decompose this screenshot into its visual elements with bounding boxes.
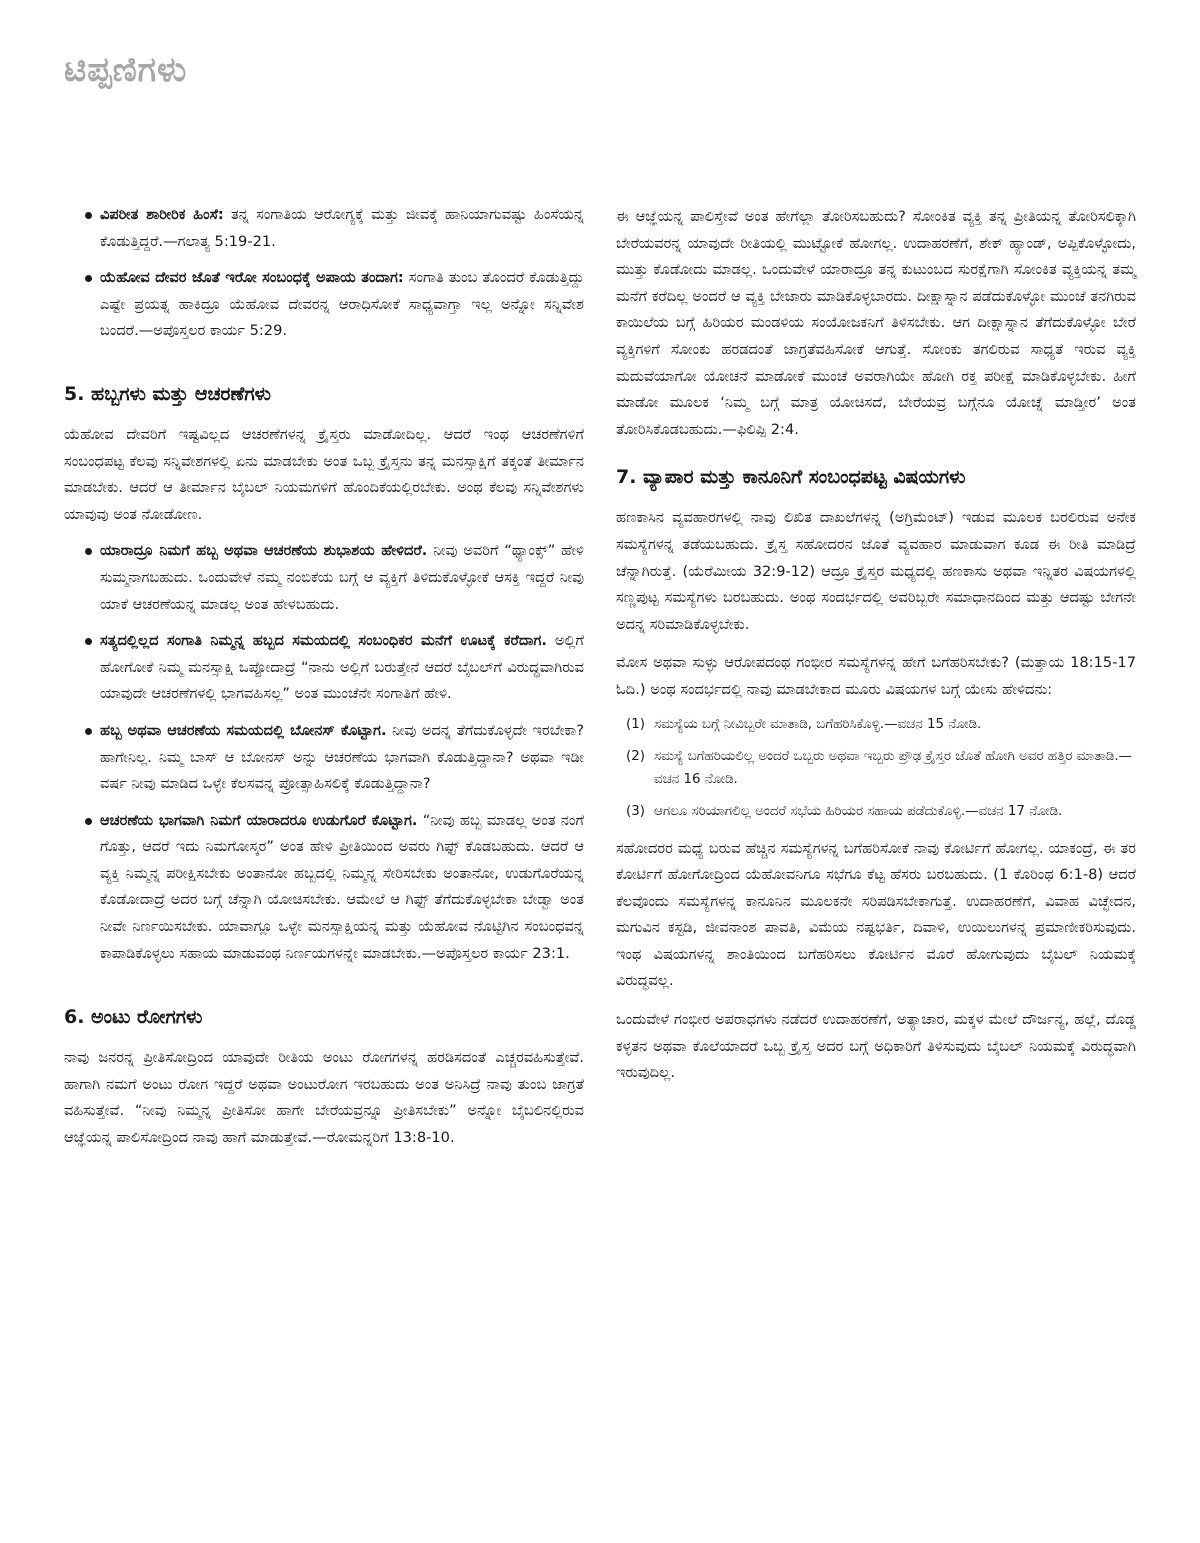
step-text: ಆಗಲೂ ಸರಿಯಾಗಲಿಲ್ಲ ಅಂದರೆ ಸಭೆಯ ಹಿರಿಯರ ಸಹಾಯ ಪಡೆದುಕೊಳ್ಳಿ.—ವಚನ 17 ನೋಡಿ. bbox=[654, 804, 1063, 819]
step-item bbox=[616, 801, 1136, 824]
step-text: ಸಮಸ್ಯೆಯ ಬಗ್ಗೆ ನೀವಿಬ್ಬರೇ ಮಾತಾಡಿ, ಬಗೆಹರಿಸಿಕೊಳ್ಳಿ.—ವಚನ 15 ನೋಡಿ. bbox=[654, 716, 982, 732]
contagious-disease-paragraph: ಈ ಆಜ್ಞೆಯನ್ನ ಪಾಲಿಸ್ತೇವೆ ಅಂತ ಹೇಗೆಲ್ಲಾ ತೋರಿಸಬಹುದು? ಸೋಂಕಿತ ವ್ಯಕ್ತಿ ತನ್ನ ಪ್ರೀತಿಯನ್ನ ತೋರಿಸಲಿಕ್ಕಾಗಿ ಬೇರೆಯವರನ್ನ ಯಾವುದೇ ರೀತಿಯಲ್ಲಿ ಮುಟ್ಟೋಕೆ ಹೋಗಲ್ಲ. ಉದಾಹರಣೆಗೆ, ಶೇಕ್‌ ಹ್ಯಾಂಡ್‌, ಅಪ್ಪಿಕೊಳ್ಳೋದು, ಮುತ್ತು ಕೊಡೋದು ಮಾಡಲ್ಲ. ಒಂದುವೇಳೆ ಯಾರಾದ್ರೂ ತನ್ನ ಕುಟುಂಬದ ಸುರಕ್ಷೆಗಾಗಿ ಸೋಂಕಿತ ವ್ಯಕ್ತಿಯನ್ನ ತಮ್ಮ ಮನೆಗೆ ಕರೆದಿಲ್ಲ ಅಂದರೆ ಆ ವ್ಯಕ್ತಿ ಬೇಜಾರು ಮಾಡಿಕೊಳ್ಳಬಾರದು. ದೀಕ್ಷಾಸ್ನಾನ ಪಡೆದುಕೊಳ್ಳೋ ಮುಂಚೆ ತನಗಿರುವ ಕಾಯಿಲೆಯ ಬಗ್ಗೆ ಹಿರಿಯರ ಮಂಡಳಿಯ ಸಂಯೋಜಕನಿಗೆ ತಿಳಿಸಬೇಕು. ಆಗ ದೀಕ್ಷಾಸ್ನಾನ ತೆಗೆದುಕೊಳ್ಳೋ ಬೇರೆ ವ್ಯಕ್ತಿಗಳಿಗೆ ಸೋಂಕು ಹರಡದಂತೆ ಜಾಗ್ರತೆವಹಿಸೋಕೆ ಆಗುತ್ತೆ. ಸೋಂಕು ತಗಲಿರುವ ಸಾಧ್ಯತೆ ಇರುವ ವ್ಯಕ್ತಿ ಮದುವೆಯಾಗೋ ಯೋಚನೆ ಮಾಡೋಕೆ ಮುಂಚೆ ಅವರಾಗಿಯೇ ಹೋಗಿ ರಕ್ತ ಪರೀಕ್ಷೆ ಮಾಡಿಕೊಳ್ಳಬೇಕು. ಹೀಗೆ ಮಾಡೋ ಮೂಲಕ ‘ನಿಮ್ಮ ಬಗ್ಗೆ ಮಾತ್ರ ಯೋಚಿಸದೆ, ಬೇರೆಯವ್ರ ಬಗ್ಗೆನೂ ಯೋಚ್ನೆ ಮಾಡ್ತೀರ’ ಅಂತ ತೋರಿಸಿಕೊಡಬಹುದು.—ಫಿಲಿಪ್ಪಿ 2:4. bbox=[616, 208, 1136, 438]
bullet-lead: ವಿಪರೀತ ಶಾರೀರಿಕ ಹಿಂಸೆ: bbox=[100, 206, 224, 223]
section-7-paragraph-3: ಸಹೋದರರ ಮಧ್ಯೆ ಬರುವ ಹೆಚ್ಚಿನ ಸಮಸ್ಯೆಗಳನ್ನ ಬಗೆಹರಿಸೋಕೆ ನಾವು ಕೋರ್ಟಿಗೆ ಹೋಗಲ್ಲ. ಯಾಕಂದ್ರೆ, ಈ ತರ ಕೋರ್ಟಿಗೆ ಹೋಗೋದ್ರಿಂದ ಯೆಹೋವನಿಗೂ ಸಭೆಗೂ ಕೆಟ್ಟ ಹೆಸರು ಬರಬಹುದು. (1 ಕೊರಿಂಥ 6:1-8) ಆದರೆ ಕೆಲವೊಂದು ಸಮಸ್ಯೆಗಳನ್ನ ಕಾನೂನಿನ ಮೂಲಕನೇ ಸರಿಪಡಿಸಬೇಕಾಗುತ್ತೆ. ಉದಾಹರಣೆಗೆ, ವಿವಾಹ ವಿಚ್ಛೇದನ, ಮಗುವಿನ ಕಸ್ಟಡಿ, ಜೀವನಾಂಶ ಪಾವತಿ, ವಿಮೆಯ ನಷ್ಟಭರ್ತಿ, ದಿವಾಳಿ, ಉಯಿಲುಗಳನ್ನ ಪ್ರಮಾಣೀಕರಿಸುವುದು. ಇಂಥ ವಿಷಯಗಳನ್ನ ಶಾಂತಿಯಿಂದ ಬಗೆಹರಿಸಲು ಕೋರ್ಟಿನ ಮೊರೆ ಹೋಗುವುದು ಬೈಬಲ್‌ ನಿಯಮಕ್ಕೆ ವಿರುದ್ಧವಲ್ಲ. bbox=[616, 839, 1136, 990]
bullet-item bbox=[64, 202, 584, 255]
bullet-lead: ಯಾರಾದ್ರೂ ನಿಮಗೆ ಹಬ್ಬ ಅಥವಾ ಆಚರಣೆಯ ಶುಭಾಶಯ ಹೇಳಿದರೆ. bbox=[100, 542, 428, 560]
bullet-lead: ಯೆಹೋವ ದೇವರ ಜೊತೆ ಇರೋ ಸಂಬಂಧಕ್ಕೆ ಅಪಾಯ ತಂದಾಗ: bbox=[100, 269, 404, 287]
step-item bbox=[616, 714, 1136, 737]
bullet-lead: ಸತ್ಯದಲ್ಲಿಲ್ಲದ ಸಂಗಾತಿ ನಿಮ್ಮನ್ನ ಹಬ್ಬದ ಸಮಯದಲ್ಲಿ ಸಂಬಂಧಿಕರ ಮನೆಗೆ ಊಟಕ್ಕೆ ಕರೆದಾಗ. bbox=[100, 632, 547, 650]
bullet-lead: ಆಚರಣೆಯ ಭಾಗವಾಗಿ ನಿಮಗೆ ಯಾರಾದರೂ ಉಡುಗೊರೆ ಕೊಟ್ಟಾಗ. bbox=[100, 811, 418, 829]
bullet-lead: ಹಬ್ಬ ಅಥವಾ ಆಚರಣೆಯ ಸಮಯದಲ್ಲಿ ಬೋನಸ್‌ ಕೊಟ್ಟಾಗ. bbox=[100, 721, 387, 739]
bullet-item bbox=[64, 628, 584, 708]
section-7-paragraph-4: ಒಂದುವೇಳೆ ಗಂಭೀರ ಅಪರಾಧಗಳು ನಡೆದರೆ ಉದಾಹರಣೆಗೆ, ಅತ್ಯಾಚಾರ, ಮಕ್ಕಳ ಮೇಲೆ ದೌರ್ಜನ್ಯ, ಹಲ್ಲೆ, ದೊಡ್ಡ ಕಳ್ಳತನ ಅಥವಾ ಕೊಲೆಯಾದರೆ ಒಬ್ಬ ಕ್ರೈಸ್ತ ಅದರ ಬಗ್ಗೆ ಅಧಿಕಾರಿಗೆ ತಿಳಿಸುವುದು ಬೈಬಲ್‌ ನಿಯಮಕ್ಕೆ ವಿರುದ್ಧವಾಗಿ ಇರುವುದಿಲ್ಲ. bbox=[616, 1011, 1136, 1082]
section-5-intro: ಯೆಹೋವ ದೇವರಿಗೆ ಇಷ್ಟವಿಲ್ಲದ ಆಚರಣೆಗಳನ್ನ ಕ್ರೈಸ್ತರು ಮಾಡೋದಿಲ್ಲ. ಆದರೆ ಇಂಥ ಆಚರಣೆಗಳಿಗೆ ಸಂಬಂಧಪಟ್ಟ ಕೆಲವು ಸನ್ನಿವೇಶಗಳಲ್ಲಿ ಏನು ಮಾಡಬೇಕು ಅಂತ ಒಬ್ಬ ಕ್ರೈಸ್ತನು ತನ್ನ ಮನಸ್ಸಾಕ್ಷಿಗೆ ತಕ್ಕಂತೆ ತೀರ್ಮಾನ ಮಾಡಬೇಕು. ಆದರೆ ಆ ತೀರ್ಮಾನ ಬೈಬಲ್‌ ನಿಯಮಗಳಿಗೆ ಹೊಂದಿಕೆಯಲ್ಲಿರಬೇಕು. ಅಂಥ ಕೆಲವು ಸನ್ನಿವೇಶಗಳು ಯಾವುವು ಅಂತ ನೋಡೋಣ. bbox=[64, 425, 584, 523]
step-number: (3) bbox=[626, 804, 645, 819]
section-7-paragraph-1: ಹಣಕಾಸಿನ ವ್ಯವಹಾರಗಳಲ್ಲಿ ನಾವು ಲಿಖಿತ ದಾಖಲೆಗಳನ್ನ (ಅಗ್ರಿಮೆಂಟ್‌) ಇಡುವ ಮೂಲಕ ಬರಲಿರುವ ಅನೇಕ ಸಮಸ್ಯೆಗಳನ್ನ ತಡೆಯಬಹುದು. ಕ್ರೈಸ್ತ ಸಹೋದರನ ಜೊತೆ ವ್ಯವಹಾರ ಮಾಡುವಾಗ ಕೂಡ ಈ ರೀತಿ ಮಾಡಿದ್ರೆ ಚೆನ್ನಾಗಿರುತ್ತೆ. (ಯೆರೆಮೀಯ 32:9-12) ಆದ್ರೂ ಕ್ರೈಸ್ತರ ಮಧ್ಯದಲ್ಲಿ ಹಣಕಾಸು ಅಥವಾ ಇನ್ನಿತರ ವಿಷಯಗಳಲ್ಲಿ ಸಣ್ಣಪುಟ್ಟ ಸಮಸ್ಯೆಗಳು ಬರಬಹುದು. ಅಂಥ ಸಂದರ್ಭದಲ್ಲಿ ಅವರಿಬ್ಬರೇ ಸಮಾಧಾನದಿಂದ ಮತ್ತು ಆದಷ್ಟು ಬೇಗನೇ ಅದನ್ನ ಸರಿಮಾಡಿಕೊಳ್ಳಬೇಕು. bbox=[616, 509, 1136, 633]
bullet-text: “ನೀವು ಹಬ್ಬ ಮಾಡಲ್ಲ ಅಂತ ನಂಗೆ ಗೊತ್ತು, ಆದರೆ ಇದು ನಿಮಗೋಸ್ಕರ” ಅಂತ ಹೇಳಿ ಪ್ರೀತಿಯಿಂದ ಅವರು ಗಿಫ್ಟ್‌ ಕೊಡಬಹುದು. ಆದರೆ ಆ ವ್ಯಕ್ತಿ ನಿಮ್ಮನ್ನ ಪರೀಕ್ಷಿಸಬೇಕು ಅಂತಾನೋ ಹಬ್ಬದಲ್ಲಿ ನಿಮ್ಮನ್ನ ಸೇರಿಸಬೇಕು ಅಂತಾನೋ, ಉಡುಗೊರೆಯನ್ನ ಕೊಡೋದಾದ್ರೆ ಅದರ ಬಗ್ಗೆ ಚೆನ್ನಾಗಿ ಯೋಚಿಸಬೇಕು. ಆಮೇಲೆ ಆ ಗಿಫ್ಟ್‌ ತೆಗೆದುಕೊಳ್ಳಬೇಕಾ ಬೇಡ್ವಾ ಅಂತ ನೀವೇ ನಿರ್ಣಯಿಸಬೇಕು. ಯಾವಾಗ್ಲೂ ಒಳ್ಳೇ ಮನಸ್ಸಾಕ್ಷಿಯನ್ನ ಮತ್ತು ಯೆಹೋವ ನೊಟ್ಟಿಗಿನ ಸಂಬಂಧವನ್ನ ಕಾಪಾಡಿಕೊಳ್ಳಲು ಸಹಾಯ ಮಾಡುವಂಥ ನಿರ್ಣಯಗಳನ್ನೇ ಮಾಡಬೇಕು.—ಅಪೊಸ್ತಲರ ಕಾರ್ಯ 23:1. bbox=[100, 811, 584, 962]
bullet-text: ಅಲ್ಲಿಗೆ ಹೋಗೋಕೆ ನಿಮ್ಮ ಮನಸ್ಸಾಕ್ಷಿ ಒಪ್ಪೋದಾದ್ರೆ “ನಾನು ಅಲ್ಲಿಗೆ ಬರುತ್ತೇನೆ ಆದರೆ ಬೈಬಲ್‌ಗೆ ವಿರುದ್ಧವಾಗಿರುವ ಯಾವುದೇ ಆಚರಣೆಗಳಲ್ಲಿ ಭಾಗವಹಿಸಲ್ಲ” ಅಂತ ಮುಂಚೆನೇ ಸಂಗಾತಿಗೆ ಹೇಳಿ. bbox=[100, 632, 584, 703]
bullet-item bbox=[64, 718, 584, 798]
step-text: ಸಮಸ್ಯೆ ಬಗೆಹರಿಯಲಿಲ್ಲ ಅಂದರೆ ಒಬ್ಬರು ಅಥವಾ ಇಬ್ಬರು ಪ್ರೌಢ ಕ್ರೈಸ್ತರ ಜೊತೆ ಹೋಗಿ ಅವರ ಹತ್ತಿರ ಮಾತಾಡಿ.—ವಚನ 16 ನೋಡಿ. bbox=[654, 749, 1133, 787]
section-5-bullet-list bbox=[64, 538, 584, 967]
top-bullet-list bbox=[64, 202, 584, 345]
section-7-paragraph-2: ಮೋಸ ಅಥವಾ ಸುಳ್ಳು ಆರೋಪದಂಥ ಗಂಭೀರ ಸಮಸ್ಯೆಗಳನ್ನ ಹೇಗೆ ಬಗೆಹರಿಸಬೇಕು? (ಮತ್ತಾಯ 18:15-17 ಓದಿ.) ಅಂಥ ಸಂದರ್ಭದಲ್ಲಿ ನಾವು ಮಾಡಬೇಕಾದ ಮೂರು ವಿಷಯಗಳ ಬಗ್ಗೆ ಯೇಸು ಹೇಳಿದನು: bbox=[616, 654, 1136, 698]
section-7-heading: 7. ವ್ಯಾಪಾರ ಮತ್ತು ಕಾನೂನಿಗೆ ಸಂಬಂಧಪಟ್ಟ ವಿಷಯಗಳು bbox=[616, 466, 966, 489]
bullet-item bbox=[64, 538, 584, 618]
section-5-heading: 5. ಹಬ್ಬಗಳು ಮತ್ತು ಆಚರಣೆಗಳು bbox=[64, 382, 271, 405]
bullet-text: ನೀವು ಅವರಿಗೆ “ಥ್ಯಾಂಕ್ಸ್‌” ಹೇಳಿ ಸುಮ್ಮನಾಗಬಹುದು. ಒಂದುವೇಳೆ ನಮ್ಮ ನಂಬಿಕೆಯ ಬಗ್ಗೆ ಆ ವ್ಯಕ್ತಿಗೆ ತಿಳಿದುಕೊಳ್ಳೋಕೆ ಆಸಕ್ತಿ ಇದ್ದರೆ ನೀವು ಯಾಕೆ ಆಚರಣೆಯನ್ನ ಮಾಡಲ್ಲ ಅಂತ ಹೇಳಬಹುದು. bbox=[100, 542, 584, 613]
steps-list bbox=[616, 714, 1136, 824]
bullet-text: ನೀವು ಅದನ್ನ ತೆಗೆದುಕೊಳ್ಳದೇ ಇರಬೇಕಾ? ಹಾಗೇನಿಲ್ಲ. ನಿಮ್ಮ ಬಾಸ್‌ ಆ ಬೋನಸ್‌ ಅನ್ನು ಆಚರಣೆಯ ಭಾಗವಾಗಿ ಕೊಡುತ್ತಿದ್ದಾನಾ? ಅಥವಾ ಇಡೀ ವರ್ಷ ನೀವು ಮಾಡಿದ ಒಳ್ಳೇ ಕೆಲಸವನ್ನ ಪ್ರೋತ್ಸಾಹಿಸಲಿಕ್ಕೆ ಕೊಡುತ್ತಿದ್ದಾನಾ? bbox=[100, 721, 584, 793]
bullet-item bbox=[64, 265, 584, 345]
right-column bbox=[616, 204, 1136, 1087]
section-6-heading: 6. ಅಂಟು ರೋಗಗಳು bbox=[64, 1006, 203, 1029]
bullet-text: ತನ್ನ ಸಂಗಾತಿಯ ಆರೋಗ್ಯಕ್ಕೆ ಮತ್ತು ಜೀವಕ್ಕೆ ಹಾನಿಯಾಗುವಷ್ಟು ಹಿಂಸೆಯನ್ನ ಕೊಡುತ್ತಿದ್ದರೆ.—ಗಲಾತ್ಯ 5:19-21. bbox=[100, 206, 584, 250]
bullet-item bbox=[64, 808, 584, 968]
bullet-text: ಸಂಗಾತಿ ತುಂಬ ತೊಂದರೆ ಕೊಡುತ್ತಿದ್ದು ಎಷ್ಟೇ ಪ್ರಯತ್ನ ಹಾಕಿದ್ರೂ ಯೆಹೋವ ದೇವರನ್ನ ಆರಾಧಿಸೋಕೆ ಸಾಧ್ಯವಾಗ್ತಾ ಇಲ್ಲ ಅನ್ನೋ ಸನ್ನಿವೇಶ ಬಂದರೆ.—ಅಪೊಸ್ತಲರ ಕಾರ್ಯ 5:29. bbox=[100, 269, 584, 340]
page-title: ಟಿಪ್ಪಣಿಗಳು bbox=[64, 50, 188, 90]
step-number: (1) bbox=[626, 716, 645, 732]
section-6-paragraph: ನಾವು ಜನರನ್ನ ಪ್ರೀತಿಸೋದ್ರಿಂದ ಯಾವುದೇ ರೀತಿಯ ಅಂಟು ರೋಗಗಳನ್ನ ಹರಡಿಸದಂತೆ ಎಚ್ಚರವಹಿಸುತ್ತೇವೆ. ಹಾಗಾಗಿ ನಮಗೆ ಅಂಟು ರೋಗ ಇದ್ದರೆ ಅಥವಾ ಅಂಟುರೋಗ ಇರಬಹುದು ಅಂತ ಅನಿಸಿದ್ರೆ ನಾವು ತುಂಬ ಜಾಗ್ರತೆ ವಹಿಸುತ್ತೇವೆ. “ನೀವು ನಿಮ್ಮನ್ನ ಪ್ರೀತಿಸೋ ಹಾಗೇ ಬೇರೆಯವ್ರನ್ನೂ ಪ್ರೀತಿಸಬೇಕು” ಅನ್ನೋ ಬೈಬಲಿನಲ್ಲಿರುವ ಆಜ್ಞೆಯನ್ನ ಪಾಲಿಸೋದ್ರಿಂದ ನಾವು ಹಾಗೆ ಮಾಡುತ್ತೇವೆ.—ರೋಮನ್ನರಿಗೆ 13:8-10. bbox=[64, 1049, 584, 1147]
left-column bbox=[64, 202, 584, 1152]
step-item bbox=[616, 746, 1136, 791]
step-number: (2) bbox=[626, 749, 645, 764]
